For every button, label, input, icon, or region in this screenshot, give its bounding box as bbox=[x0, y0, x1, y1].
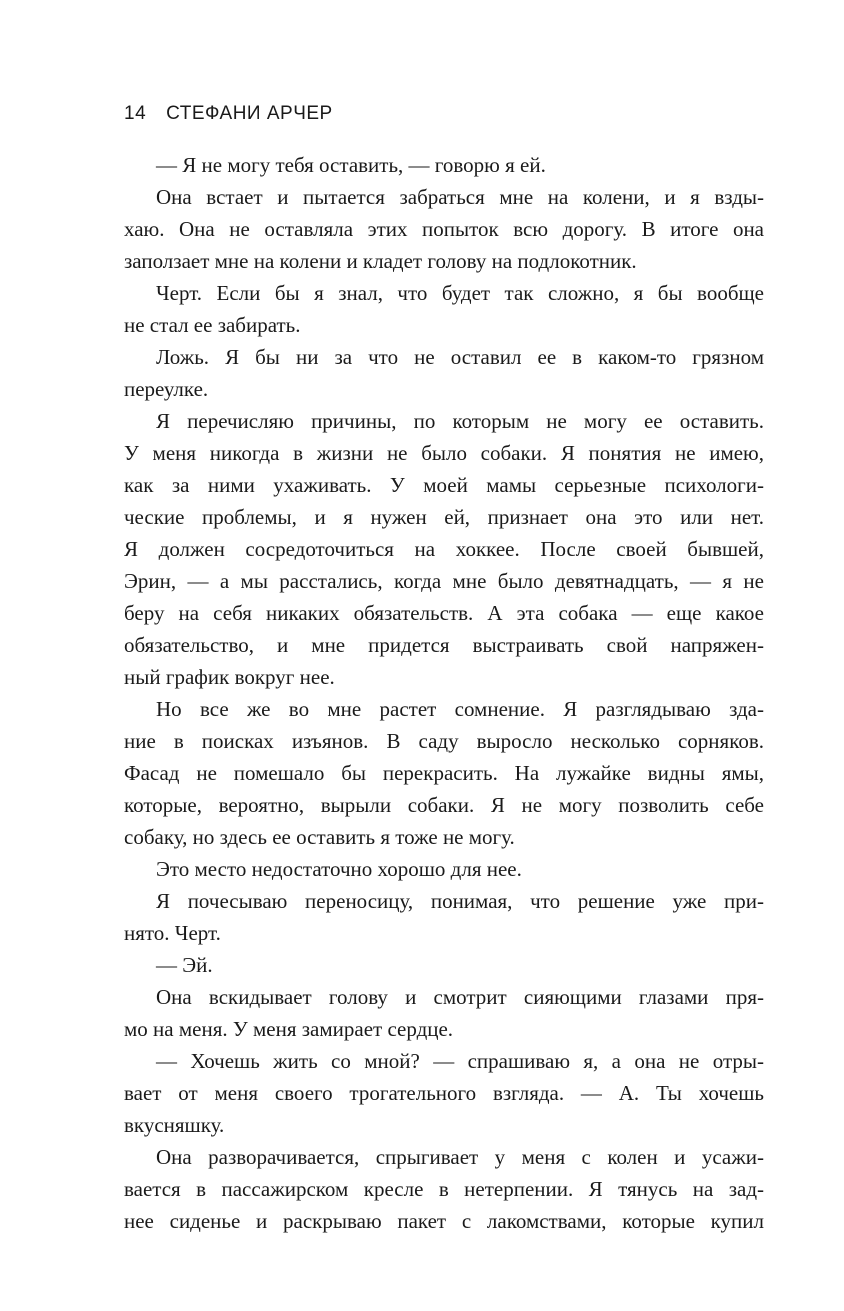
text-line: ние в поисках изъянов. В саду выросло несколько сорняков. bbox=[124, 729, 764, 753]
text-line: вает от меня своего трогательного взгляда. — А. Ты хочешь bbox=[124, 1081, 764, 1105]
running-head bbox=[124, 103, 333, 125]
text-line: заползает мне на колени и кладет голову на подлокотник. bbox=[124, 249, 637, 273]
page-number: 14 bbox=[124, 103, 147, 124]
text-line: Но все же во мне растет сомнение. Я разглядываю зда- bbox=[156, 697, 764, 721]
text-line: нее сиденье и раскрываю пакет с лакомствами, которые купил bbox=[124, 1209, 764, 1233]
text-line: Она встает и пытается забраться мне на колени, и я взды- bbox=[156, 185, 764, 209]
text-line: Она разворачивается, спрыгивает у меня с колен и усажи- bbox=[156, 1145, 764, 1169]
text-line: Черт. Если бы я знал, что будет так сложно, я бы вообще bbox=[156, 281, 764, 305]
text-line: Я перечисляю причины, по которым не могу ее оставить. bbox=[156, 409, 764, 433]
text-line: переулке. bbox=[124, 377, 209, 401]
text-line: — Хочешь жить со мной? — спрашиваю я, а она не отры- bbox=[156, 1049, 764, 1073]
text-line: ный график вокруг нее. bbox=[124, 665, 335, 689]
text-line: ческие проблемы, и я нужен ей, признает она это или нет. bbox=[124, 505, 764, 529]
text-line: мо на меня. У меня замирает сердце. bbox=[124, 1017, 454, 1041]
text-line: Я почесываю переносицу, понимая, что решение уже при- bbox=[156, 889, 764, 913]
text-line: собаку, но здесь ее оставить я тоже не могу. bbox=[124, 825, 515, 849]
text-line: обязательство, и мне придется выстраивать свой напряжен- bbox=[124, 633, 764, 657]
text-line: Я должен сосредоточиться на хоккее. После своей бывшей, bbox=[124, 537, 764, 561]
text-line: как за ними ухаживать. У моей мамы серьезные психологи- bbox=[124, 473, 764, 497]
text-line: вается в пассажирском кресле в нетерпении. Я тянусь на зад- bbox=[124, 1177, 764, 1201]
text-line: — Эй. bbox=[156, 953, 213, 977]
text-line: нято. Черт. bbox=[124, 921, 221, 945]
text-line: Она вскидывает голову и смотрит сияющими глазами пря- bbox=[156, 985, 764, 1009]
text-line: вкусняшку. bbox=[124, 1113, 225, 1137]
text-line: Ложь. Я бы ни за что не оставил ее в каком-то грязном bbox=[156, 345, 764, 369]
text-line: — Я не могу тебя оставить, — говорю я ей. bbox=[156, 153, 546, 177]
author-name: СТЕФАНИ АРЧЕР bbox=[166, 103, 333, 124]
text-line: Это место недостаточно хорошо для нее. bbox=[156, 857, 522, 881]
text-line: хаю. Она не оставляла этих попыток всю дорогу. В итоге она bbox=[124, 217, 764, 241]
body-text bbox=[124, 149, 764, 1237]
text-line: не стал ее забирать. bbox=[124, 313, 301, 337]
text-line: беру на себя никаких обязательств. А эта собака — еще какое bbox=[124, 601, 764, 625]
text-line: Фасад не помешало бы перекрасить. На лужайке видны ямы, bbox=[124, 761, 764, 785]
text-line: Эрин, — а мы расстались, когда мне было девятнадцать, — я не bbox=[124, 569, 764, 593]
text-line: которые, вероятно, вырыли собаки. Я не могу позволить себе bbox=[124, 793, 764, 817]
text-line: У меня никогда в жизни не было собаки. Я понятия не имею, bbox=[124, 441, 764, 465]
